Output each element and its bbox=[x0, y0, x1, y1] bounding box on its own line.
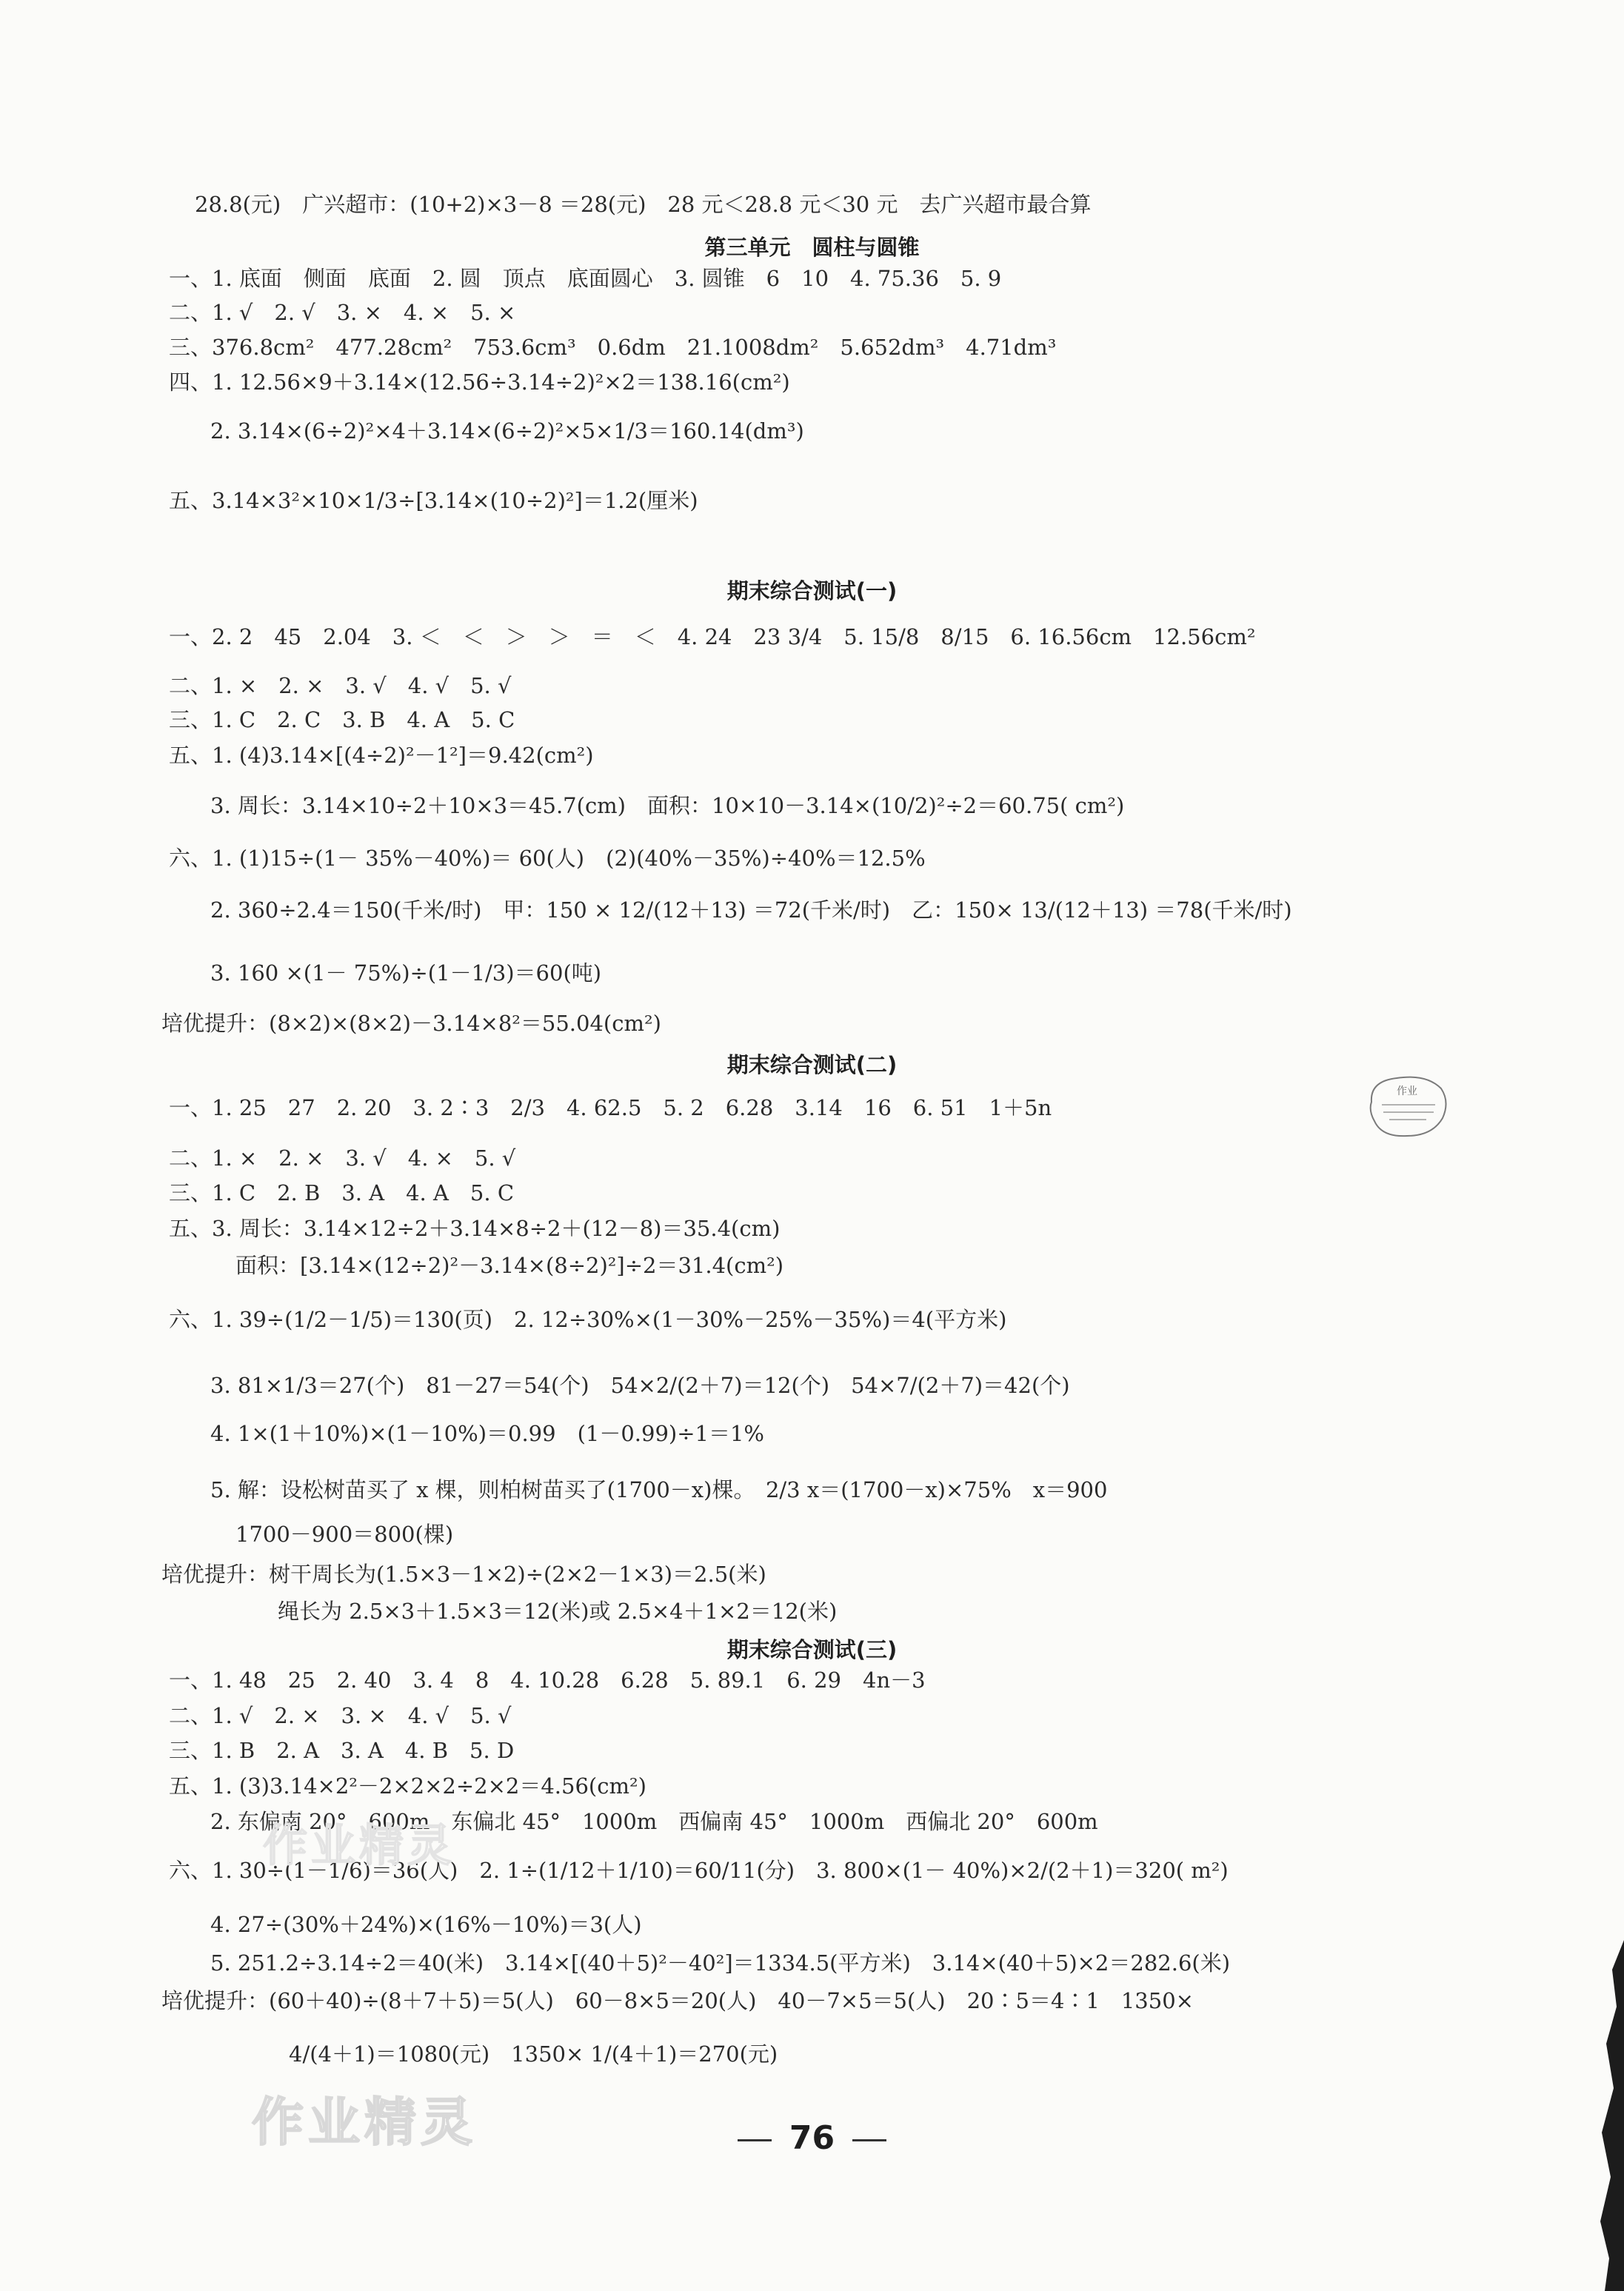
page-dash-left bbox=[738, 2139, 772, 2141]
answer-line: 4/(4＋1)＝1080(元) 1350× 1/(4＋1)＝270(元) bbox=[289, 2041, 778, 2067]
svg-text:作业: 作业 bbox=[1397, 1086, 1417, 1097]
answer-line: 培优提升：树干周长为(1.5×3－1×2)÷(2×2－1×3)＝2.5(米) bbox=[161, 1562, 766, 1587]
answer-line: 5. 解：设松树苗买了 x 棵，则柏树苗买了(1700－x)棵。 2/3 x＝(1700－x)×75% x＝900 bbox=[210, 1477, 1108, 1502]
answer-line: 面积：[3.14×(12÷2)²－3.14×(8÷2)²]÷2＝31.4(cm²) bbox=[235, 1253, 784, 1278]
answer-line: 3. 周长：3.14×10÷2＋10×3＝45.7(cm) 面积：10×10－3.14×(10/2)²÷2＝60.75( cm²) bbox=[210, 793, 1125, 818]
answer-line: 1700－900＝800(棵) bbox=[235, 1522, 454, 1547]
answer-line: 一、1. 25 27 2. 20 3. 2∶3 2/3 4. 62.5 5. 2 6.28 3.14 16 6. 51 1＋5n bbox=[169, 1095, 1052, 1120]
page-dash-right bbox=[852, 2139, 886, 2141]
answer-line: 二、1. × 2. × 3. √ 4. √ 5. √ bbox=[169, 673, 512, 698]
answer-line: 五、3.14×3²×10×1/3÷[3.14×(10÷2)²]＝1.2(厘米) bbox=[169, 488, 698, 513]
answer-line: 五、3. 周长：3.14×12÷2＋3.14×8÷2＋(12－8)＝35.4(cm) bbox=[169, 1216, 781, 1241]
section-heading: 期末综合测试(一) bbox=[726, 578, 898, 603]
answer-line: 六、1. 30÷(1－1/6)＝36(人) 2. 1÷(1/12＋1/10)＝60/11(分) 3. 800×(1－ 40%)×2/(2＋1)＝320( m²) bbox=[169, 1858, 1229, 1883]
answer-line: 培优提升：(60＋40)÷(8＋7＋5)＝5(人) 60－8×5＝20(人) 40－7×5＝5(人) 20∶5＝4∶1 1350× bbox=[161, 1988, 1194, 2013]
answer-line: 2. 东偏南 20° 600m 东偏北 45° 1000m 西偏南 45° 1000m 西偏北 20° 600m bbox=[210, 1809, 1098, 1834]
answer-line: 二、1. × 2. × 3. √ 4. × 5. √ bbox=[169, 1146, 516, 1171]
watermark-text: 作业精灵 bbox=[263, 1820, 455, 1872]
answer-line: 一、1. 底面 侧面 底面 2. 圆 顶点 底面圆心 3. 圆锥 6 10 4. 75.36 5. 9 bbox=[169, 266, 1002, 291]
answer-line: 一、2. 2 45 2.04 3. ＜ ＜ ＞ ＞ ＝ ＜ 4. 24 23 3/4 5. 15/8 8/15 6. 16.56cm 12.56cm² bbox=[169, 624, 1256, 649]
section-heading: 期末综合测试(三) bbox=[726, 1637, 898, 1662]
answer-line: 二、1. √ 2. × 3. × 4. √ 5. √ bbox=[169, 1703, 512, 1728]
answer-line: 三、1. C 2. B 3. A 4. A 5. C bbox=[169, 1180, 515, 1205]
answer-line: 3. 160 ×(1－ 75%)÷(1－1/3)＝60(吨) bbox=[210, 960, 602, 986]
watermark-logo: 作业精灵 bbox=[252, 2092, 477, 2153]
stamp-icon bbox=[1364, 1072, 1451, 1140]
answer-line: 六、1. 39÷(1/2－1/5)＝130(页) 2. 12÷30%×(1－30%－25%－35%)＝4(平方米) bbox=[169, 1307, 1007, 1332]
section-heading: 第三单元 圆柱与圆锥 bbox=[704, 235, 920, 260]
answer-line: 四、1. 12.56×9＋3.14×(12.56÷3.14÷2)²×2＝138.16(cm²) bbox=[169, 369, 790, 395]
answer-line: 六、1. (1)15÷(1－ 35%－40%)＝ 60(人) (2)(40%－35%)÷40%＝12.5% bbox=[169, 846, 926, 871]
answer-line: 2. 360÷2.4＝150(千米/时) 甲：150 × 12/(12＋13) ＝72(千米/时) 乙：150× 13/(12＋13) ＝78(千米/时) bbox=[210, 897, 1292, 923]
answer-line: 5. 251.2÷3.14÷2＝40(米) 3.14×[(40＋5)²－40²]＝1334.5(平方米) 3.14×(40＋5)×2＝282.6(米) bbox=[210, 1950, 1231, 1976]
answer-line: 28.8(元) 广兴超市：(10+2)×3－8 ＝28(元) 28 元＜28.8 元＜30 元 去广兴超市最合算 bbox=[195, 192, 1092, 217]
answer-line: 培优提升：(8×2)×(8×2)－3.14×8²＝55.04(cm²) bbox=[161, 1011, 661, 1036]
page-number bbox=[0, 2119, 1624, 2157]
answer-line: 三、1. C 2. C 3. B 4. A 5. C bbox=[169, 707, 515, 732]
answer-line: 一、1. 48 25 2. 40 3. 4 8 4. 10.28 6.28 5. 89.1 6. 29 4n－3 bbox=[169, 1668, 926, 1693]
answer-line: 4. 27÷(30%＋24%)×(16%－10%)＝3(人) bbox=[210, 1912, 642, 1937]
answer-line: 2. 3.14×(6÷2)²×4＋3.14×(6÷2)²×5×1/3＝160.14(dm³) bbox=[210, 418, 804, 444]
answer-line: 4. 1×(1＋10%)×(1－10%)＝0.99 (1－0.99)÷1＝1% bbox=[210, 1421, 764, 1446]
answer-line: 3. 81×1/3＝27(个) 81－27＝54(个) 54×2/(2＋7)＝12(个) 54×7/(2＋7)＝42(个) bbox=[210, 1373, 1070, 1398]
answer-line: 三、376.8cm² 477.28cm² 753.6cm³ 0.6dm 21.1008dm² 5.652dm³ 4.71dm³ bbox=[169, 335, 1057, 360]
answer-line: 五、1. (3)3.14×2²－2×2×2÷2×2＝4.56(cm²) bbox=[169, 1773, 646, 1799]
section-heading: 期末综合测试(二) bbox=[726, 1052, 898, 1077]
answer-line: 五、1. (4)3.14×[(4÷2)²－1²]＝9.42(cm²) bbox=[169, 743, 594, 768]
answer-line: 三、1. B 2. A 3. A 4. B 5. D bbox=[169, 1738, 515, 1763]
answer-line: 二、1. √ 2. √ 3. × 4. × 5. × bbox=[169, 300, 516, 325]
scan-edge bbox=[1580, 1940, 1624, 2291]
page-number-text: 76 bbox=[789, 2119, 835, 2157]
answer-line: 绳长为 2.5×3＋1.5×3＝12(米)或 2.5×4＋1×2＝12(米) bbox=[278, 1599, 838, 1624]
